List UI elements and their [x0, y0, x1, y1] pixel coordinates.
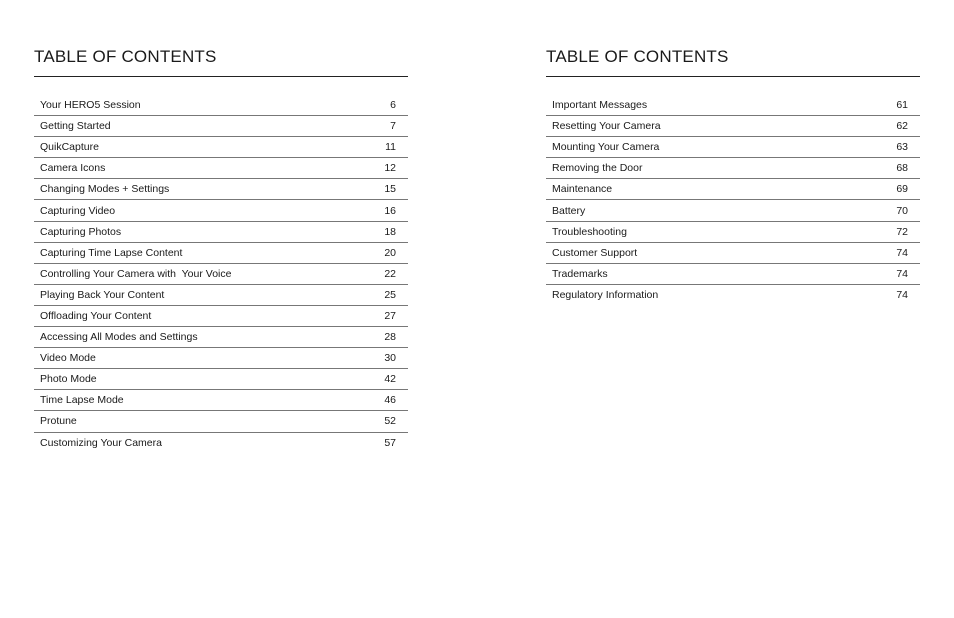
toc-entry[interactable]	[34, 306, 408, 327]
toc-entry[interactable]	[34, 200, 408, 221]
toc-entry-page-number: 20	[384, 246, 396, 259]
toc-entry-label: Your HERO5 Session	[40, 99, 141, 112]
toc-entry-page-number: 27	[384, 309, 396, 322]
toc-entry[interactable]	[546, 222, 920, 243]
toc-entry-page-number: 22	[384, 267, 396, 280]
toc-entry-page-number: 11	[385, 141, 396, 154]
toc-entry[interactable]	[546, 179, 920, 200]
toc-entry[interactable]	[34, 411, 408, 432]
toc-entry[interactable]	[34, 285, 408, 306]
title-divider	[34, 76, 408, 77]
toc-entry[interactable]	[34, 348, 408, 369]
toc-entry-page-number: 15	[384, 183, 396, 196]
toc-entry[interactable]	[546, 137, 920, 158]
toc-entry-label: Accessing All Modes and Settings	[40, 331, 198, 344]
toc-entry[interactable]	[34, 137, 408, 158]
toc-entry-page-number: 25	[384, 288, 396, 301]
toc-entry[interactable]	[34, 264, 408, 285]
toc-entry-page-number: 18	[384, 225, 396, 238]
page-title: TABLE OF CONTENTS	[546, 47, 729, 66]
toc-entry-label: Time Lapse Mode	[40, 394, 124, 407]
toc-entry-label: Battery	[552, 204, 586, 217]
toc-entry[interactable]	[34, 369, 408, 390]
toc-entry-page-number: 28	[384, 331, 396, 344]
toc-entry-label: Video Mode	[40, 352, 96, 365]
toc-entry-label: Customizing Your Camera	[40, 436, 162, 449]
toc-entry-label: Changing Modes + Settings	[40, 183, 170, 196]
toc-entry[interactable]	[34, 243, 408, 264]
toc-entry-label: Playing Back Your Content	[40, 288, 165, 301]
toc-entry[interactable]	[34, 433, 408, 453]
toc-entry-page-number: 69	[896, 183, 908, 196]
toc-entry-label: Capturing Time Lapse Content	[40, 246, 183, 259]
toc-entry-page-number: 52	[384, 415, 396, 428]
toc-entry-page-number: 61	[896, 99, 908, 112]
toc-entry-label: Capturing Video	[40, 204, 116, 217]
toc-entry[interactable]	[34, 116, 408, 137]
toc-entry[interactable]	[546, 243, 920, 264]
toc-entry[interactable]	[546, 285, 920, 305]
toc-entry-page-number: 46	[384, 394, 396, 407]
toc-entry[interactable]	[546, 200, 920, 221]
toc-entry-page-number: 70	[896, 204, 908, 217]
toc-entry-label: Troubleshooting	[552, 225, 627, 238]
toc-entry-label: Mounting Your Camera	[552, 141, 660, 154]
page-title: TABLE OF CONTENTS	[34, 47, 217, 66]
toc-entry-label: Removing the Door	[552, 162, 643, 175]
toc-entry-page-number: 30	[384, 352, 396, 365]
toc-entry-label: Resetting Your Camera	[552, 120, 661, 133]
toc-entry[interactable]	[34, 179, 408, 200]
toc-entry-label: Regulatory Information	[552, 288, 659, 301]
toc-entry-page-number: 16	[384, 204, 396, 217]
toc-entry-label: Camera Icons	[40, 162, 106, 175]
toc-entry-page-number: 57	[384, 436, 396, 449]
toc-list	[34, 95, 408, 453]
toc-entry[interactable]	[34, 95, 408, 116]
toc-entry[interactable]	[34, 390, 408, 411]
toc-entry-page-number: 63	[896, 141, 908, 154]
toc-entry[interactable]	[34, 327, 408, 348]
toc-entry-label: Customer Support	[552, 246, 638, 259]
toc-entry-page-number: 7	[390, 120, 396, 133]
toc-entry-label: Capturing Photos	[40, 225, 122, 238]
toc-list	[546, 95, 920, 305]
toc-entry-page-number: 74	[896, 246, 908, 259]
title-divider	[546, 76, 920, 77]
toc-entry[interactable]	[546, 95, 920, 116]
toc-entry-label: Trademarks	[552, 267, 608, 280]
toc-entry[interactable]	[34, 158, 408, 179]
toc-entry-page-number: 6	[390, 99, 396, 112]
toc-entry-label: Controlling Your Camera with Your Voice	[40, 267, 232, 280]
toc-entry-page-number: 74	[896, 267, 908, 280]
toc-entry-label: Maintenance	[552, 183, 613, 196]
toc-entry-page-number: 62	[896, 120, 908, 133]
toc-entry[interactable]	[34, 222, 408, 243]
toc-entry-label: Getting Started	[40, 120, 111, 133]
toc-entry[interactable]	[546, 264, 920, 285]
toc-entry-page-number: 72	[896, 225, 908, 238]
toc-entry-page-number: 42	[384, 373, 396, 386]
toc-entry[interactable]	[546, 116, 920, 137]
toc-entry-page-number: 12	[384, 162, 396, 175]
toc-entry-page-number: 68	[896, 162, 908, 175]
toc-entry-label: QuikCapture	[40, 141, 99, 154]
toc-entry-page-number: 74	[896, 288, 908, 301]
toc-entry-label: Important Messages	[552, 99, 648, 112]
toc-entry-label: Photo Mode	[40, 373, 97, 386]
toc-entry[interactable]	[546, 158, 920, 179]
toc-entry-label: Offloading Your Content	[40, 309, 152, 322]
toc-entry-label: Protune	[40, 415, 77, 428]
